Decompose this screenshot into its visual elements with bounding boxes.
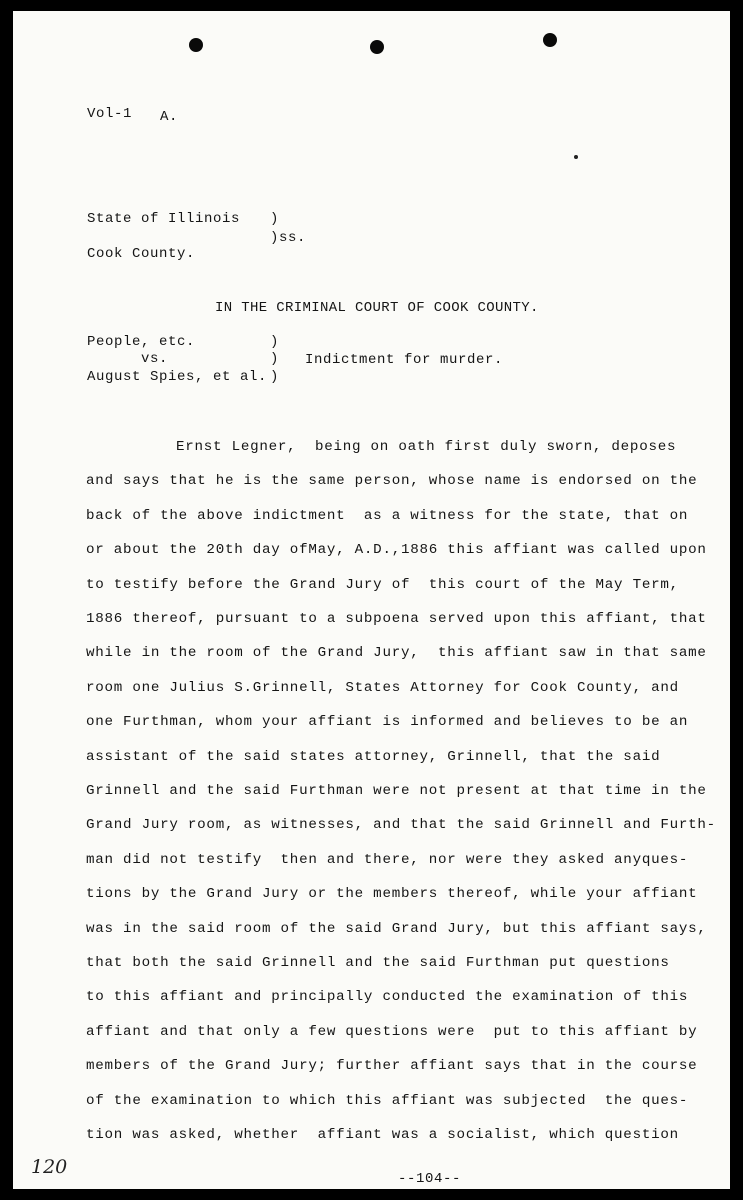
volume-label: Vol-1: [87, 106, 133, 122]
caption-vs: vs.: [141, 351, 169, 367]
body-line: tion was asked, whether affiant was a socialist, which question: [86, 1127, 679, 1143]
venue-county: Cook County.: [87, 246, 196, 262]
body-line: was in the said room of the said Grand Jury, but this affiant says,: [86, 921, 707, 937]
venue-ss: )ss.: [270, 230, 307, 246]
body-line: Ernst Legner, being on oath first duly sworn, deposes: [176, 439, 677, 455]
body-line: members of the Grand Jury; further affiant says that in the course: [86, 1058, 698, 1074]
body-line: tions by the Grand Jury or the members thereof, while your affiant: [86, 886, 698, 902]
indictment-label: Indictment for murder.: [305, 352, 504, 368]
body-line: 1886 thereof, pursuant to a subpoena served upon this affiant, that: [86, 611, 707, 627]
body-line: Grand Jury room, as witnesses, and that the said Grinnell and Furth-: [86, 817, 716, 833]
caption-people: People, etc.: [87, 334, 196, 350]
ink-speck: [574, 155, 578, 159]
caption-paren: ): [270, 351, 280, 367]
punch-hole: [370, 40, 384, 54]
caption-defendant: August Spies, et al.: [87, 369, 268, 385]
punch-hole: [543, 33, 557, 47]
body-line: assistant of the said states attorney, Grinnell, that the said: [86, 749, 661, 765]
body-line: one Furthman, whom your affiant is informed and believes to be an: [86, 714, 689, 730]
body-line: man did not testify then and there, nor were they asked anyques-: [86, 852, 689, 868]
venue-paren: ): [270, 211, 280, 227]
body-line: to this affiant and principally conducted the examination of this: [86, 989, 689, 1005]
body-line: affiant and that only a few questions were put to this affiant by: [86, 1024, 698, 1040]
body-line: of the examination to which this affiant was subjected the ques-: [86, 1093, 689, 1109]
body-line: room one Julius S.Grinnell, States Attorney for Cook County, and: [86, 680, 679, 696]
body-line: that both the said Grinnell and the said Furthman put questions: [86, 955, 670, 971]
body-line: back of the above indictment as a witness for the state, that on: [86, 508, 689, 524]
body-line: while in the room of the Grand Jury, this affiant saw in that same: [86, 645, 707, 661]
volume-letter: A.: [160, 109, 179, 125]
body-line: or about the 20th day ofMay, A.D.,1886 this affiant was called upon: [86, 542, 707, 558]
body-line: and says that he is the same person, whose name is endorsed on the: [86, 473, 698, 489]
body-line: Grinnell and the said Furthman were not present at that time in the: [86, 783, 707, 799]
caption-paren: ): [270, 334, 280, 350]
margin-number: 120: [31, 1156, 68, 1178]
punch-hole: [189, 38, 203, 52]
page-number: --104--: [398, 1171, 462, 1187]
venue-state: State of Illinois: [87, 211, 241, 227]
body-line: to testify before the Grand Jury of this court of the May Term,: [86, 577, 679, 593]
caption-paren: ): [270, 369, 280, 385]
paper-sheet: [13, 11, 730, 1189]
court-title: IN THE CRIMINAL COURT OF COOK COUNTY.: [215, 300, 539, 316]
